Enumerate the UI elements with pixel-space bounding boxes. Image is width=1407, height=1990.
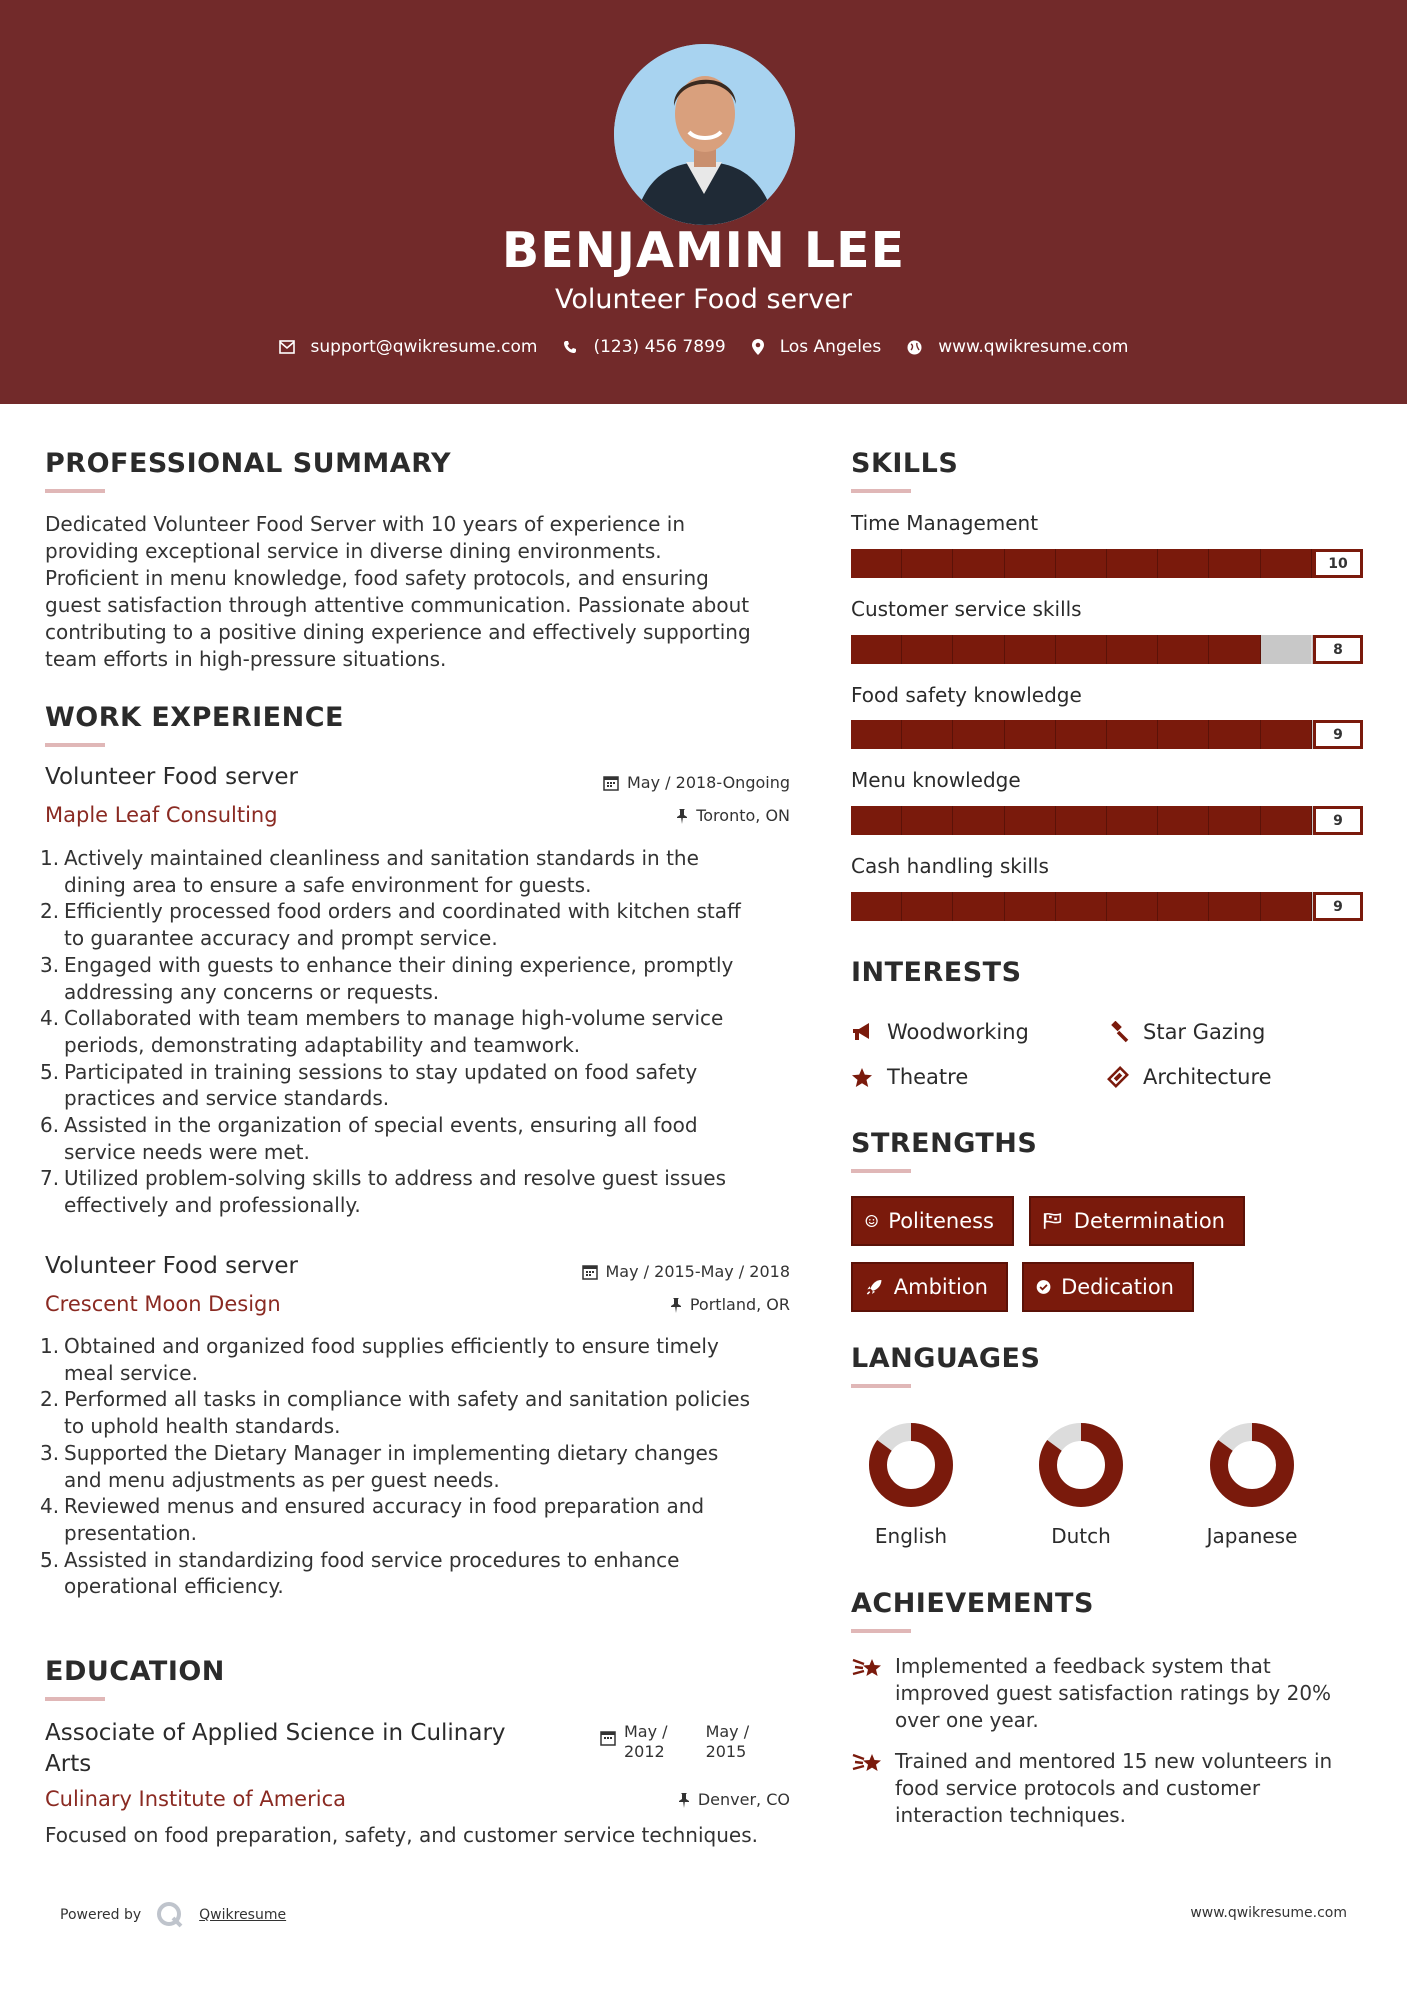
language-donut: [1036, 1420, 1126, 1510]
skill-segment: [1158, 892, 1209, 921]
list-item: 4. Collaborated with team members to manage high-volume service periods, demonstrating adaptability and teamwork.: [40, 1006, 724, 1057]
contact-bar: [0, 337, 1407, 357]
language-donut: [1207, 1420, 1297, 1510]
job-location-text: Portland, OR: [689, 1295, 790, 1314]
skill-segment: [1209, 892, 1260, 921]
achievement-text: Implemented a feedback system that improved guest satisfaction ratings by 20% over one year.: [895, 1654, 1332, 1732]
job-title: Volunteer Food server: [45, 764, 298, 790]
contact-phone[interactable]: [563, 337, 725, 357]
language-donut: [866, 1420, 956, 1510]
strengths-heading: STRENGTHS: [851, 1128, 1038, 1159]
job-date-text: May / 2015-May / 2018: [605, 1262, 790, 1281]
bullhorn-icon: [851, 1022, 873, 1042]
achievements-heading: ACHIEVEMENTS: [851, 1588, 1094, 1619]
education-rule: [45, 1697, 105, 1701]
job-duties-list: [40, 845, 790, 1219]
skill-segment: [902, 892, 953, 921]
profile-photo: [614, 44, 795, 225]
education-dates: [600, 1722, 749, 1762]
skill-segment: [851, 806, 902, 835]
school-name: Culinary Institute of America: [45, 1787, 346, 1811]
pushpin-icon: [670, 1297, 682, 1313]
languages-rule: [851, 1384, 911, 1388]
language-item: Japanese: [1192, 1420, 1312, 1514]
skill-segment: [1158, 806, 1209, 835]
summary-line: Dedicated Volunteer Food Server with 10 years of experience in: [45, 512, 686, 536]
summary-line: Proficient in menu knowledge, food safety protocols, and ensuring: [45, 566, 709, 590]
strength-badge: Ambition: [851, 1262, 1008, 1312]
skill-segment: [902, 549, 953, 578]
skill-segment: [1005, 892, 1056, 921]
summary-line: providing exceptional service in diverse dining environments.: [45, 539, 662, 563]
languages-heading: LANGUAGES: [851, 1343, 1041, 1374]
list-item: 5. Participated in training sessions to stay updated on food safety practices and service standards.: [40, 1059, 698, 1111]
skill-segment: [1107, 635, 1158, 664]
qwikresume-logo-icon: [155, 1900, 185, 1930]
language-item: English: [851, 1420, 971, 1514]
contact-email[interactable]: [279, 337, 538, 357]
skill-bar: [851, 549, 1363, 578]
contact-website[interactable]: [907, 337, 1128, 357]
skill-segment: [1209, 806, 1260, 835]
list-item: 2. Efficiently processed food orders and coordinated with kitchen staff to guarantee accuracy and prompt service.: [40, 899, 741, 951]
website-text: www.qwikresume.com: [938, 337, 1129, 357]
job-location: [670, 1295, 790, 1314]
list-item: 3. Supported the Dietary Manager in implementing dietary changes and menu adjustments as per guest needs.: [40, 1440, 719, 1492]
skill-segment: [1107, 720, 1158, 749]
calendar-icon: [600, 1730, 616, 1746]
language-item: Dutch: [1021, 1420, 1141, 1514]
phone-text: (123) 456 7899: [593, 337, 726, 357]
summary-rule: [45, 489, 105, 493]
skill-segment: [953, 549, 1004, 578]
skill-segment: [1005, 549, 1056, 578]
list-item: 5. Assisted in standardizing food service procedures to enhance operational efficiency.: [40, 1547, 680, 1599]
job-location-text: Toronto, ON: [696, 806, 790, 825]
job-date: [582, 1262, 791, 1281]
skill-segment: [1056, 892, 1107, 921]
list-item: 1. Obtained and organized food supplies efficiently to ensure timely meal service.: [40, 1334, 719, 1385]
candidate-name: BENJAMIN LEE: [501, 222, 906, 279]
list-item: 2. Performed all tasks in compliance with safety and sanitation policies to uphold health standards.: [40, 1387, 750, 1439]
map-marker-icon: [752, 339, 764, 355]
envelope-icon: [279, 340, 295, 354]
footer-site-link[interactable]: www.qwikresume.com: [1190, 1905, 1347, 1921]
skill-segment: [1158, 720, 1209, 749]
strengths-rule: [851, 1169, 911, 1173]
summary-line: contributing to a positive dining experience and effectively supporting: [45, 620, 751, 644]
education-start: May / 2012: [624, 1722, 668, 1761]
skill-segment: [953, 892, 1004, 921]
education-location: Denver, CO: [678, 1790, 790, 1809]
skill-level-box: 8: [1313, 635, 1363, 664]
contact-location: [752, 337, 882, 357]
skill-label: Cash handling skills: [851, 854, 1049, 878]
calendar-icon: [603, 775, 619, 791]
skill-bar: [851, 720, 1363, 749]
education-heading: EDUCATION: [45, 1656, 225, 1687]
skill-segment: [1261, 892, 1312, 921]
list-item: 4. Reviewed menus and ensured accuracy in food preparation and presentation.: [40, 1494, 705, 1545]
summary-line: team efforts in high-pressure situations.: [45, 647, 447, 671]
skill-level-box: 9: [1313, 806, 1363, 835]
education-description: Focused on food preparation, safety, and customer service techniques.: [45, 1823, 758, 1847]
location-text: Los Angeles: [779, 337, 882, 357]
skill-level-box: 9: [1313, 720, 1363, 749]
skills-heading: SKILLS: [851, 448, 959, 479]
interest-item: Star Gazing: [1107, 1020, 1265, 1044]
skill-segment: [1158, 549, 1209, 578]
skill-segment: [1056, 549, 1107, 578]
skill-level-box: 9: [1313, 892, 1363, 921]
skill-segment: [1261, 635, 1312, 664]
skill-level-box: 10: [1313, 549, 1363, 578]
skill-segment: [1209, 720, 1260, 749]
skill-label: Customer service skills: [851, 597, 1082, 621]
degree-title: Associate of Applied Science in Culinary Arts: [45, 1720, 506, 1777]
summary-line: guest satisfaction through attentive communication. Passionate about: [45, 593, 750, 617]
ticket-icon: [1107, 1066, 1129, 1088]
list-item: 6. Assisted in the organization of special events, ensuring all food service needs were met.: [40, 1113, 698, 1164]
star-icon: [851, 1067, 873, 1088]
globe-icon: [907, 340, 922, 355]
calendar-icon: [582, 1264, 598, 1280]
education-end: May / 2015: [705, 1722, 750, 1761]
summary-text: [45, 511, 805, 673]
skill-segment: [851, 635, 902, 664]
skill-segment: [1261, 549, 1312, 578]
interest-item: Architecture: [1107, 1065, 1272, 1089]
skill-label: Menu knowledge: [851, 768, 1021, 792]
skill-label: Food safety knowledge: [851, 683, 1082, 707]
job-duties-list: [40, 1333, 790, 1600]
gavel-icon: [1107, 1021, 1129, 1043]
phone-icon: [563, 340, 577, 354]
summary-heading: PROFESSIONAL SUMMARY: [45, 448, 452, 479]
skills-rule: [851, 489, 911, 493]
footer-brand-link[interactable]: Qwikresume: [199, 1907, 287, 1923]
interest-item: Theatre: [851, 1065, 968, 1089]
person-photo-icon: [614, 44, 795, 225]
job-title: Volunteer Food server: [45, 1253, 298, 1279]
skill-segment: [1158, 635, 1209, 664]
skill-segment: [1209, 549, 1260, 578]
skill-segment: [1261, 720, 1312, 749]
achievements-rule: [851, 1629, 911, 1633]
job-location: [676, 806, 790, 825]
skill-bar: [851, 892, 1363, 921]
strength-badge: Determination: [1029, 1196, 1245, 1246]
list-item: 3. Engaged with guests to enhance their dining experience, promptly addressing any concerns or requests.: [40, 952, 734, 1004]
skill-segment: [953, 806, 1004, 835]
skill-label: Time Management: [851, 511, 1039, 535]
check-circle-icon: [1036, 1276, 1051, 1298]
email-text: support@qwikresume.com: [310, 337, 538, 357]
list-item: 1. Actively maintained cleanliness and sanitation standards in the dining area to ensure a safe environment for guests.: [40, 846, 699, 897]
pushpin-icon: [678, 1792, 690, 1808]
skill-segment: [1107, 549, 1158, 578]
resume-header: [0, 0, 1407, 404]
skill-segment: [851, 549, 902, 578]
list-item: 7. Utilized problem-solving skills to address and resolve guest issues effectively and professionally.: [40, 1166, 727, 1218]
interest-item: Woodworking: [851, 1020, 1029, 1044]
shooting-star-icon: [851, 1750, 885, 1776]
job-date-text: May / 2018-Ongoing: [627, 773, 790, 792]
skill-segment: [902, 635, 953, 664]
pushpin-icon: [676, 808, 688, 824]
shooting-star-icon: [851, 1655, 885, 1681]
skill-segment: [902, 806, 953, 835]
job-company: Crescent Moon Design: [45, 1292, 281, 1316]
achievement-text: Trained and mentored 15 new volunteers in food service protocols and customer interaction techniques.: [895, 1749, 1333, 1827]
experience-rule: [45, 743, 105, 747]
skill-segment: [953, 720, 1004, 749]
skill-segment: [1107, 892, 1158, 921]
skill-segment: [1107, 806, 1158, 835]
skill-segment: [1056, 806, 1107, 835]
skill-segment: [1261, 806, 1312, 835]
skill-segment: [1209, 635, 1260, 664]
skill-bar: [851, 635, 1363, 664]
skill-segment: [851, 892, 902, 921]
job-date: [603, 773, 790, 792]
experience-heading: WORK EXPERIENCE: [45, 702, 344, 733]
skill-segment: [1056, 720, 1107, 749]
strength-badge: Dedication: [1022, 1262, 1194, 1312]
strength-badge: Politeness: [851, 1196, 1014, 1246]
skill-segment: [1005, 720, 1056, 749]
skill-bar: [851, 806, 1363, 835]
footer-powered-by: Powered by Qwikresume: [60, 1900, 286, 1930]
skill-segment: [1056, 635, 1107, 664]
job-company: Maple Leaf Consulting: [45, 803, 278, 827]
skill-segment: [902, 720, 953, 749]
candidate-title: Volunteer Food server: [555, 284, 852, 315]
smile-icon: [865, 1210, 878, 1232]
skill-segment: [851, 720, 902, 749]
skill-segment: [953, 635, 1004, 664]
rocket-icon: [865, 1275, 884, 1299]
skill-segment: [1005, 806, 1056, 835]
skill-segment: [1005, 635, 1056, 664]
flag-icon: [1043, 1211, 1064, 1231]
interests-heading: INTERESTS: [851, 957, 1022, 988]
